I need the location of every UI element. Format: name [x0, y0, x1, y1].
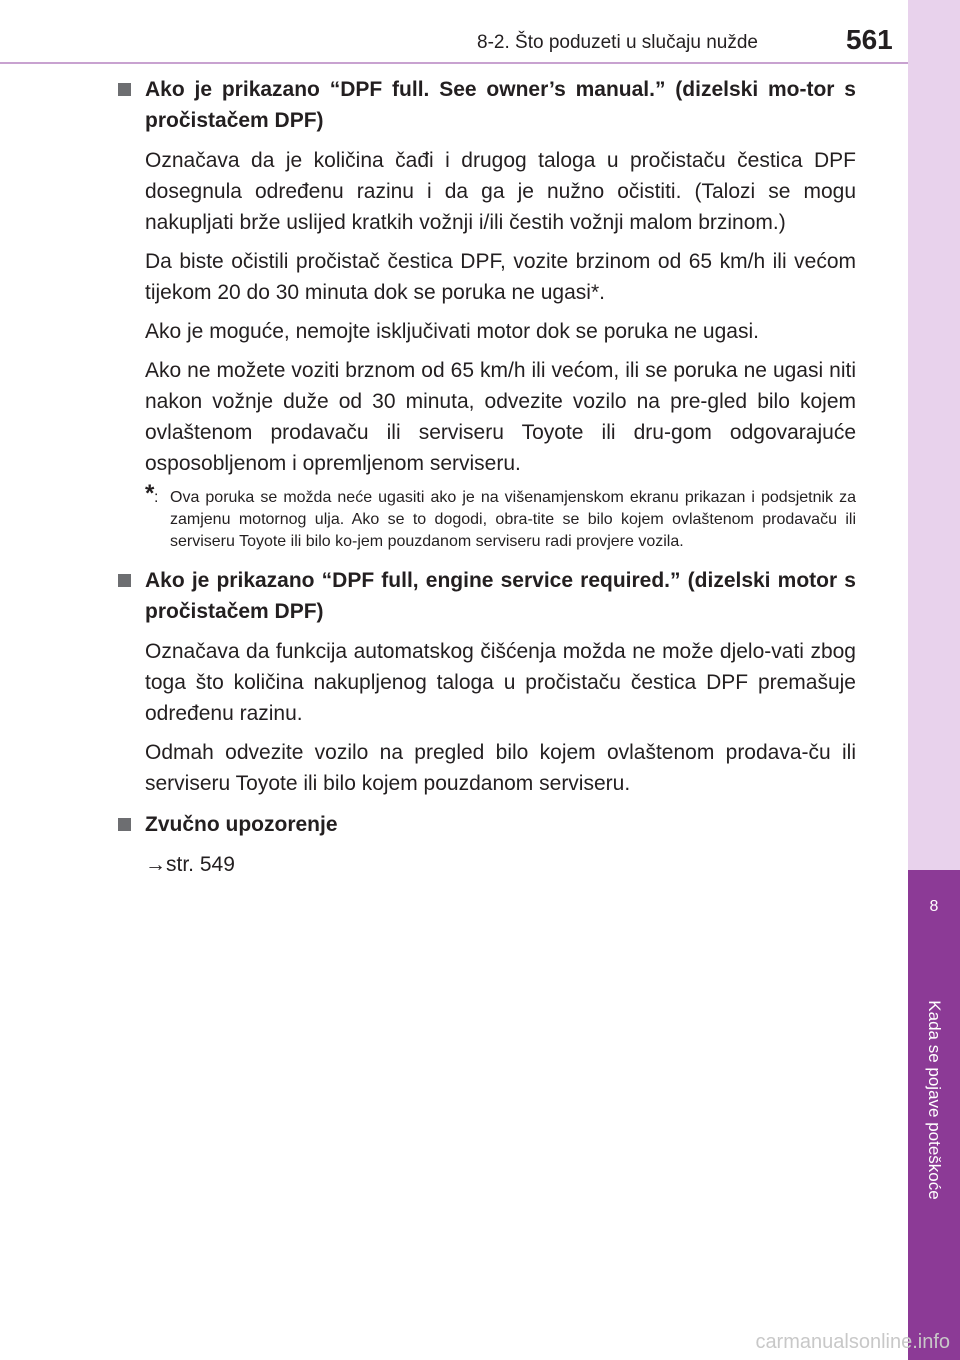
arrow-right-icon: → [145, 853, 166, 876]
section-dpf-service-required [118, 565, 856, 799]
chapter-tab [908, 870, 960, 1360]
page-reference-text: str. 549 [166, 853, 235, 876]
page-reference[interactable] [145, 849, 856, 880]
paragraph: Označava da je količina čađi i drugog taloga u pročistaču čestica DPF dosegnula određenu razinu i da ga je nužno očistiti. (Talozi se mogu nakupljati brže uslijed kratkih vožnji i/ili čestih vožnji malom brzinom.) [145, 149, 856, 234]
paragraph: Označava da funkcija automatskog čišćenja možda ne može djelo-vati zbog toga što količina nakupljenog taloga u pročistaču čestica DPF premašuje određenu razinu. [145, 640, 856, 725]
square-bullet-icon [118, 574, 131, 587]
footnote-marker: * [145, 480, 155, 507]
page-header [0, 0, 908, 62]
section-title: 8-2. Što poduzeti u slučaju nužde [477, 32, 758, 53]
square-bullet-icon [118, 83, 131, 96]
side-tab-upper [908, 0, 960, 870]
section-heading: Ako je prikazano “DPF full, engine service required.” (dizelski motor s pročistačem DPF) [145, 569, 856, 623]
watermark: carmanualsonline.info [755, 1331, 950, 1353]
footnote [145, 480, 856, 553]
footnote-colon: : [154, 489, 159, 506]
footnote-text: Ova poruka se možda neće ugasiti ako je na višenamjenskom ekranu prikazan i podsjetnik za zamjenu motornog ulja. Ako se to dogodi, obra-tite se bilo kojem ovlaštenom prodavaču ili serviseru Toyote ili bilo ko-jem pouzdanom serviseru radi provjere vozila. [170, 489, 856, 550]
section-dpf-full [118, 74, 856, 553]
paragraph: Ako je moguće, nemojte isključivati motor dok se poruka ne ugasi. [145, 320, 759, 343]
chapter-label: Kada se pojave poteškoće [925, 1000, 944, 1200]
paragraph: Da biste očistili pročistač čestica DPF, vozite brzinom od 65 km/h ili većom tijekom 20 do 30 minuta dok se poruka ne ugasi*. [145, 250, 856, 304]
paragraph: Odmah odvezite vozilo na pregled bilo kojem ovlaštenom prodava-ču ili serviseru Toyote ili bilo kojem pouzdanom serviseru. [145, 741, 856, 795]
section-buzzer [118, 809, 856, 880]
chapter-number: 8 [929, 898, 939, 915]
page-content [118, 74, 856, 890]
section-heading: Ako je prikazano “DPF full. See owner’s manual.” (dizelski mo-tor s pročistačem DPF) [145, 78, 856, 132]
paragraph: Ako ne možete voziti brznom od 65 km/h ili većom, ili se poruka ne ugasi niti nakon vožnje duže od 30 minuta, odvezite vozilo na pre-gled bilo kojem ovlaštenom prodavaču ili serviseru Toyote ili dru-gom odgovarajuće osposobljenom i opremljenom serviseru. [145, 359, 856, 475]
square-bullet-icon [118, 818, 131, 831]
header-divider [0, 62, 908, 64]
section-heading: Zvučno upozorenje [145, 813, 338, 836]
page-number: 561 [846, 24, 893, 55]
